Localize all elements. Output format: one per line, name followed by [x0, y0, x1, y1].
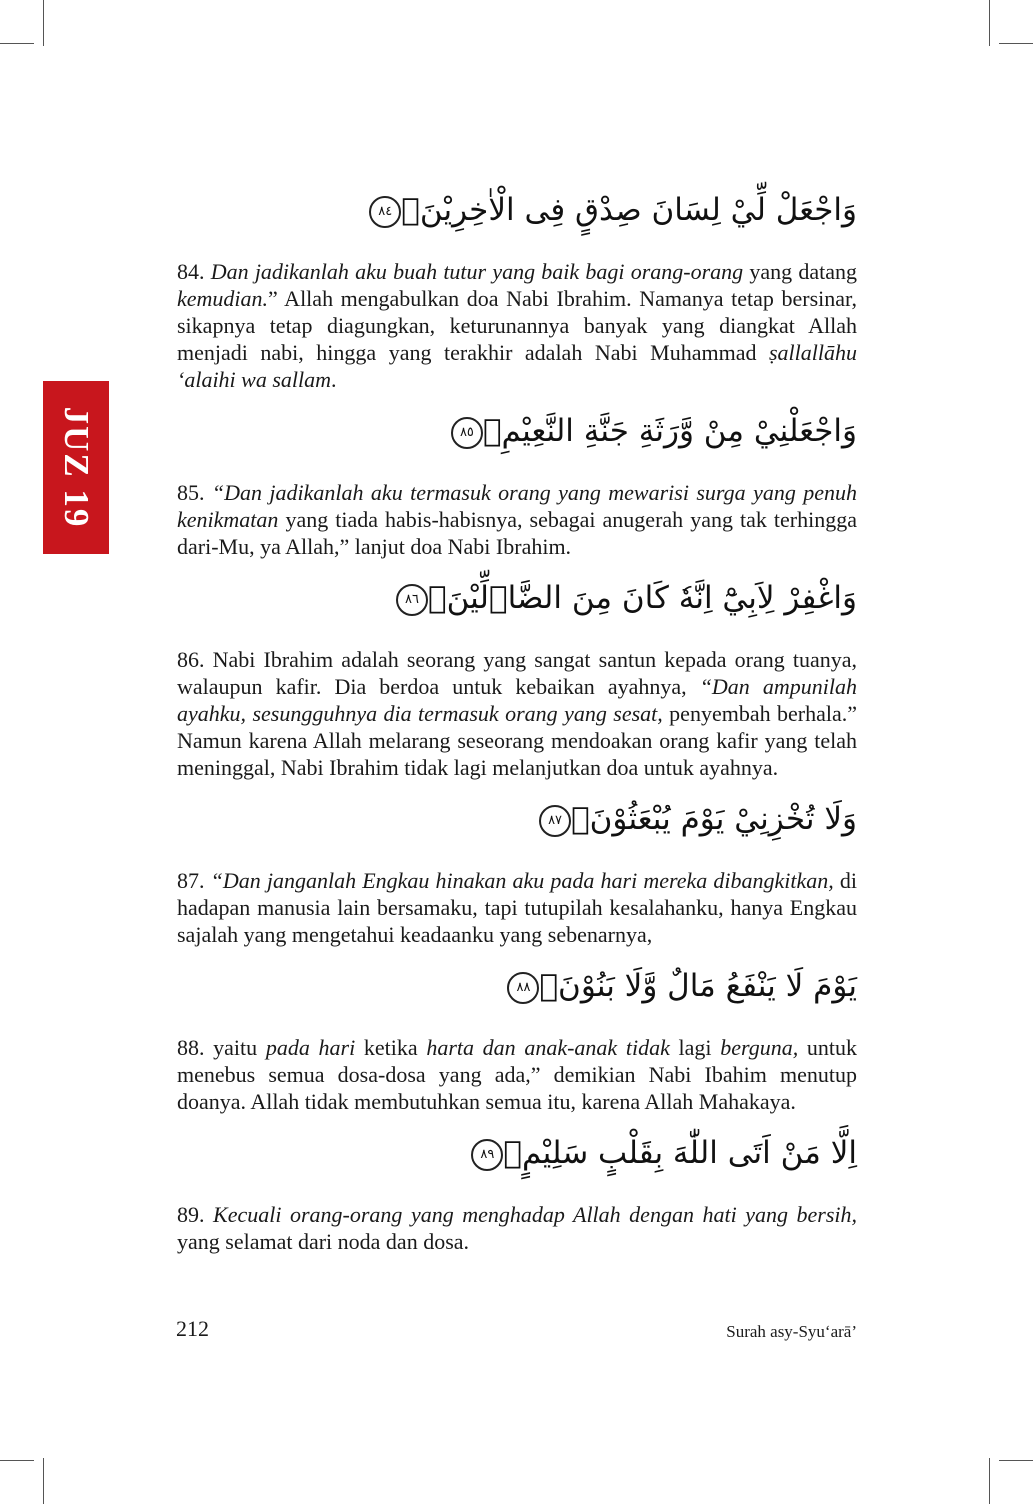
verse-number: 85.: [177, 480, 212, 505]
arabic-verse: [177, 962, 857, 1012]
arabic-text: يَوْمَ لَا يَنْفَعُ مَالٌ وَّلَا بَنُوْنَۙ: [539, 968, 857, 1004]
commentary-text: untuk menebus semua dosa-dosa yang ada,” demikian Nabi Ibahim menutup doanya. Allah tidak membutuhkan semua itu, karena Allah Mahakaya.: [177, 1035, 857, 1114]
arabic-text: وَاجْعَلْ لِّيْ لِسَانَ صِدْقٍ فِى الْاٰخِرِيْنَۙ: [401, 192, 857, 228]
verse-translation: [177, 867, 857, 948]
commentary-text: 86. Nabi Ibrahim adalah seorang yang sangat santun kepada orang tuanya, walaupun kafir. Dia berdoa untuk kebaikan ayahnya,: [177, 647, 857, 699]
translation-italic: Kecuali orang-orang yang menghadap Allah dengan hati yang bersih,: [213, 1202, 857, 1227]
crop-mark: [989, 1458, 990, 1504]
translation-italic: kemudian.: [177, 286, 269, 311]
commentary-text: lagi: [669, 1035, 721, 1060]
juz-tab: [43, 381, 109, 554]
verse-number: 87.: [177, 868, 211, 893]
juz-label: JUZ 19: [57, 406, 96, 529]
arabic-text: اِلَّا مَنْ اَتَى اللّٰهَ بِقَلْبٍ سَلِيْمٍۗ: [503, 1135, 857, 1171]
arabic-verse: [177, 1129, 857, 1179]
arabic-verse: [177, 407, 857, 457]
verse-84: [177, 186, 857, 393]
translation-italic: “Dan ampunilah ayahku, sesungguhnya dia termasuk orang yang sesat,: [177, 674, 857, 726]
verse-translation: [177, 258, 857, 393]
translation-italic: harta dan anak-anak tidak: [426, 1035, 670, 1060]
verse-88: [177, 962, 857, 1115]
running-footer-surah: Surah asy-Syu‘arā’: [726, 1322, 857, 1341]
ayah-number-marker: ٨٧: [539, 805, 571, 837]
crop-mark: [999, 1460, 1033, 1461]
crop-mark: [0, 43, 34, 44]
crop-mark: [989, 0, 990, 46]
arabic-text: وَاجْعَلْنِيْ مِنْ وَّرَثَةِ جَنَّةِ النَّعِيْمِۙ: [482, 413, 857, 449]
ayah-number-marker: ٨٨: [507, 972, 539, 1004]
commentary-text: yang tiada habis-habisnya, sebagai anugerah yang tak terhingga dari-Mu, ya Allah,” lanjut doa Nabi Ibrahim.: [177, 507, 857, 559]
translation-italic: Dan jadikanlah aku buah tutur yang baik bagi orang-orang: [210, 259, 744, 284]
main-content: [177, 186, 857, 1269]
ayah-number-marker: ٨٤: [369, 196, 401, 228]
commentary-text: .: [331, 367, 337, 392]
translation-italic: berguna,: [720, 1035, 799, 1060]
verse-86: [177, 574, 857, 781]
translation-italic: “Dan janganlah Engkau hinakan aku pada hari mereka dibangkitkan,: [210, 868, 834, 893]
arabic-text: وَاغْفِرْ لِاَبِيْٓ اِنَّهٗ كَانَ مِنَ الضَّاۤلِّيْنَۙ: [427, 580, 857, 616]
verse-translation: [177, 1201, 857, 1255]
arabic-verse: [177, 795, 857, 845]
arabic-text: وَلَا تُخْزِنِيْ يَوْمَ يُبْعَثُوْنَۙ: [571, 801, 857, 837]
commentary-text: penyembah berhala.” Namun karena Allah melarang seseorang mendoakan orang kafir yang telah meninggal, Nabi Ibrahim tidak lagi melanjutkan doa untuk ayahnya.: [177, 701, 857, 780]
commentary-text: 88. yaitu: [177, 1035, 266, 1060]
crop-mark: [0, 1460, 34, 1461]
verse-85: [177, 407, 857, 560]
commentary-text: ketika: [355, 1035, 427, 1060]
translation-italic: “Dan jadikanlah aku termasuk orang yang mewarisi surga yang penuh kenikmatan: [177, 480, 857, 532]
arabic-verse: [177, 186, 857, 236]
crop-mark: [43, 0, 44, 46]
verse-translation: [177, 646, 857, 781]
page-number: 212: [176, 1316, 209, 1341]
arabic-verse: [177, 574, 857, 624]
salawat-italic: ṣallallāhu ‘alaihi wa sallam: [177, 340, 857, 392]
commentary-text: ” Allah mengabulkan doa Nabi Ibrahim. Namanya tetap bersinar, sikapnya tetap diagungkan, keturunannya banyak yang diangkat Allah menjadi nabi, hingga yang terakhir adalah Nabi Muhammad: [177, 286, 857, 365]
translation-text: yang datang: [743, 259, 858, 284]
verse-89: [177, 1129, 857, 1255]
verse-number: 84.: [177, 259, 211, 284]
ayah-number-marker: ٨٥: [451, 417, 483, 449]
ayah-number-marker: ٨٦: [396, 584, 428, 616]
commentary-text: di hadapan manusia lain bersamaku, tapi tutupilah kesalahanku, hanya Engkau sajalah yang mengetahui keadaanku yang sebenarnya,: [177, 868, 857, 947]
ayah-number-marker: ٨٩: [471, 1139, 503, 1171]
verse-number: 89.: [177, 1202, 214, 1227]
commentary-text: yang selamat dari noda dan dosa.: [177, 1229, 470, 1254]
crop-mark: [999, 43, 1033, 44]
translation-italic: pada hari: [265, 1035, 356, 1060]
crop-mark: [43, 1458, 44, 1504]
verse-translation: [177, 1034, 857, 1115]
verse-87: [177, 795, 857, 948]
verse-translation: [177, 479, 857, 560]
